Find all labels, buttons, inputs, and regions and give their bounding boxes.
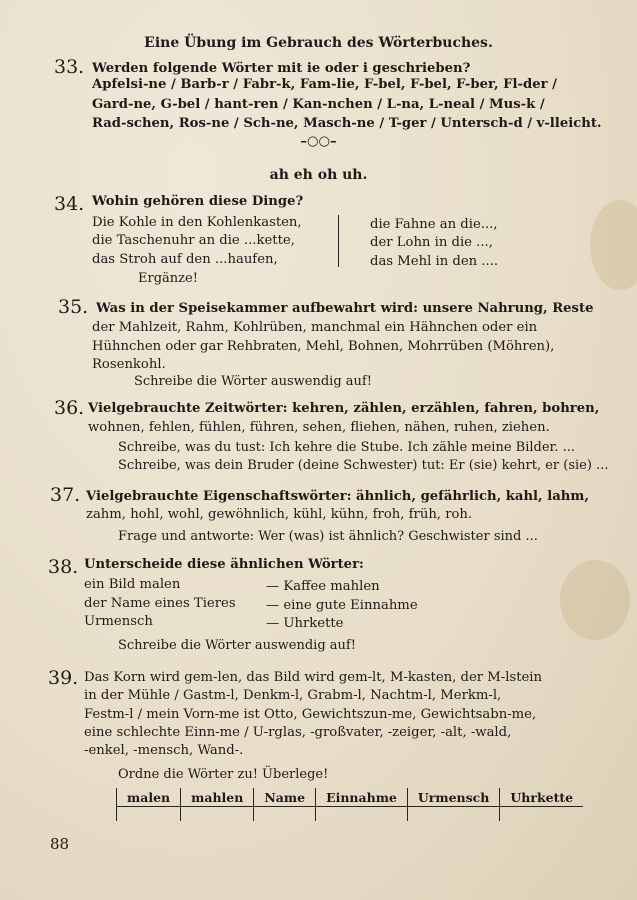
exercise-number: 33. bbox=[54, 56, 85, 78]
table-header: Uhrkette bbox=[500, 788, 583, 807]
exercise-line: eine schlechte Einn-me / U-rglas, -großvater, -zeiger, -alt, -wald, bbox=[84, 725, 512, 740]
table-header: Einnahme bbox=[316, 788, 408, 807]
instruction: Schreibe, was dein Bruder (deine Schwester) tut: Er (sie) kehrt, er (sie) ... bbox=[118, 458, 609, 473]
section-subheading: ah eh oh uh. bbox=[269, 167, 368, 183]
exercise-line: der Lohn in die ..., bbox=[370, 235, 493, 250]
separator: –○○– bbox=[300, 134, 337, 149]
exercise-number: 36. bbox=[54, 397, 85, 419]
table-header: malen bbox=[117, 788, 181, 807]
table-cell bbox=[500, 807, 583, 822]
instruction: Frage und antworte: Wer (was) ist ähnlich? Geschwister sind ... bbox=[118, 529, 538, 544]
exercise-line: Gard-ne, G-bel / hant-ren / Kan-nchen / L-na, L-neal / Mus-k / bbox=[92, 97, 545, 112]
exercise-line: die Fahne an die..., bbox=[370, 217, 498, 232]
table-cell bbox=[181, 807, 254, 822]
table-cell bbox=[407, 807, 500, 822]
exercise-line: -enkel, -mensch, Wand-. bbox=[84, 743, 244, 758]
exercise-number: 35. bbox=[58, 296, 89, 318]
exercise-line: — eine gute Einnahme bbox=[266, 598, 418, 613]
exercise-line: Rosenkohl. bbox=[92, 357, 166, 372]
exercise-line: Festm-l / mein Vorn-me ist Otto, Gewichtszun-me, Gewichtsabn-me, bbox=[84, 707, 537, 722]
table-header: mahlen bbox=[181, 788, 254, 807]
exercise-line: der Name eines Tieres bbox=[84, 596, 236, 611]
exercise-line: wohnen, fehlen, fühlen, führen, sehen, fliehen, nähen, ruhen, ziehen. bbox=[88, 420, 550, 435]
instruction: Schreibe, was du tust: Ich kehre die Stube. Ich zähle meine Bilder. ... bbox=[118, 440, 575, 455]
column-divider bbox=[338, 215, 339, 267]
exercise-number: 38. bbox=[48, 556, 79, 578]
exercise-line: das Stroh auf den ...haufen, bbox=[92, 252, 278, 267]
exercise-line: — Kaffee mahlen bbox=[266, 579, 380, 594]
instruction: Schreibe die Wörter auswendig auf! bbox=[118, 638, 356, 653]
exercise-line: ein Bild malen bbox=[84, 577, 181, 592]
exercise-line: Die Kohle in den Kohlenkasten, bbox=[92, 215, 302, 230]
paper-stain bbox=[590, 200, 637, 290]
exercise-line: Apfelsi-ne / Barb-r / Fabr-k, Fam-lie, F-bel, F-bel, F-ber, Fl-der / bbox=[92, 77, 557, 92]
table-cell bbox=[117, 807, 181, 822]
exercise-number: 39. bbox=[48, 667, 79, 689]
exercise-line: Was in der Speisekammer aufbewahrt wird: unsere Nahrung, Reste bbox=[96, 301, 594, 316]
table-header-row bbox=[117, 788, 584, 807]
instruction: Schreibe die Wörter auswendig auf! bbox=[134, 374, 372, 389]
exercise-line: Vielgebrauchte Zeitwörter: kehren, zählen, erzählen, fahren, bohren, bbox=[88, 401, 600, 416]
exercise-number: 34. bbox=[54, 193, 85, 215]
exercise-line: die Taschenuhr an die ...kette, bbox=[92, 233, 295, 248]
exercise-number: 37. bbox=[50, 484, 81, 506]
table-header: Name bbox=[254, 788, 316, 807]
exercise-line: Vielgebrauchte Eigenschaftswörter: ähnlich, gefährlich, kahl, lahm, bbox=[86, 489, 589, 504]
exercise-heading: Unterscheide diese ähnlichen Wörter: bbox=[84, 557, 364, 572]
sorting-table bbox=[116, 788, 583, 821]
page-number: 88 bbox=[50, 835, 70, 853]
exercise-line: Das Korn wird gem-len, das Bild wird gem-lt, M-kasten, der M-lstein bbox=[84, 670, 543, 685]
instruction: Ergänze! bbox=[138, 271, 198, 286]
table-cell bbox=[254, 807, 316, 822]
exercise-line: Urmensch bbox=[84, 614, 153, 629]
exercise-line: Rad-schen, Ros-ne / Sch-ne, Masch-ne / T-ger / Untersch-d / v-lleicht. bbox=[92, 116, 602, 131]
table-row bbox=[117, 807, 584, 822]
exercise-line: — Uhrkette bbox=[266, 616, 344, 631]
exercise-line: das Mehl in den .... bbox=[370, 254, 499, 269]
instruction: Ordne die Wörter zu! Überlege! bbox=[118, 767, 329, 782]
table-cell bbox=[316, 807, 408, 822]
exercise-heading: Werden folgende Wörter mit ie oder i geschrieben? bbox=[92, 61, 471, 76]
exercise-line: in der Mühle / Gastm-l, Denkm-l, Grabm-l, Nachtm-l, Merkm-l, bbox=[84, 688, 502, 703]
exercise-line: zahm, hohl, wohl, gewöhnlich, kühl, kühn, froh, früh, roh. bbox=[86, 507, 473, 522]
table-header: Urmensch bbox=[407, 788, 500, 807]
exercise-line: der Mahlzeit, Rahm, Kohlrüben, manchmal ein Hähnchen oder ein bbox=[92, 320, 538, 335]
exercise-heading: Wohin gehören diese Dinge? bbox=[92, 194, 304, 209]
page-title: Eine Übung im Gebrauch des Wörterbuches. bbox=[144, 35, 493, 51]
paper-stain bbox=[560, 560, 630, 640]
exercise-line: Hühnchen oder gar Rehbraten, Mehl, Bohnen, Mohrrüben (Möhren), bbox=[92, 339, 555, 354]
